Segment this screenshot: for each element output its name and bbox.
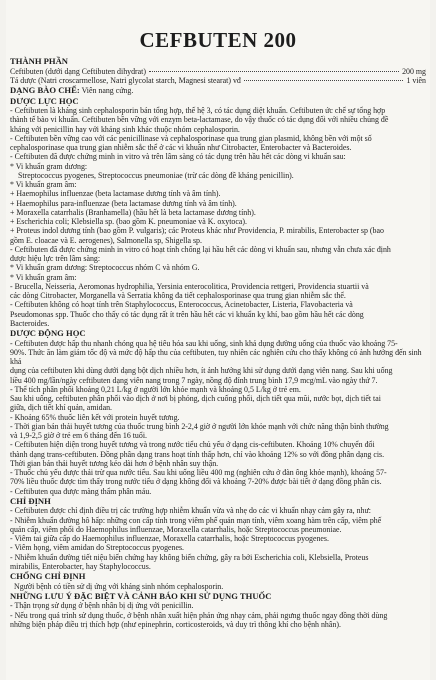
text-line: - Nếu trong quá trình sử dụng thuốc, ở bệnh nhân xuất hiện phản ứng nhạy cảm, phải ngưng thuốc ngay đồng thời dùng [10, 610, 388, 620]
text-line: - Viêm họng, viêm amidan do Streptococcus pyogenes. [10, 543, 185, 553]
text-line: Streptococcus pyogenes, Streptococcus pneumoniae (trừ các dòng đề kháng penicillin). [18, 170, 294, 180]
ingredient-amount: 200 mg [402, 66, 426, 76]
text-line: - Ceftibuten là kháng sinh cephalosporin bán tổng hợp, thế hệ 3, có tác dụng diệt khuẩn. Ceftibuten ức chế sự tổng hợp [10, 106, 386, 115]
text-line: - Brucella, Neisseria, Aeromonas hydrophilia, Yersinia enterocolitica, Providencia rettgeri, Providencia stuartii và [10, 281, 369, 291]
text-line: - Ceftibuten đã được chứng minh in vitro và trên lâm sàng có tác dụng trên hầu hết các dòng vi khuẩn sau: [10, 152, 346, 162]
heading-duoc-luc-hoc: DƯỢC LỰC HỌC [10, 95, 79, 106]
heading-chi-dinh: CHỈ ĐỊNH [10, 495, 51, 506]
text-line: + Haemophilus influenzae (beta lactamase dương tính và âm tính). [10, 189, 221, 199]
duoc-luc-hoc-body [10, 106, 426, 328]
text-line: kháng với penicillin hay với kháng sinh khác thuộc nhóm cephalosporin. [10, 124, 240, 134]
text-line: cephalosporinase qua trung gian nhiễm sắc thể ở các vi khuẩn như Citrobacter, Enterobacter và Bacteroides. [10, 143, 352, 152]
text-line: - Khoảng 65% thuốc liên kết với protein huyết tương. [10, 412, 180, 422]
text-line: giữa, dịch tiết khí quản, amidan. [10, 403, 113, 413]
heading-thanh-phan: THÀNH PHẦN [10, 56, 69, 66]
text-line: + Proteus indol dương tính (bao gồm P. vulgaris); các Proteus khác như Providencia, P. mirabilis, Enterobacter sp (bao [10, 226, 384, 236]
text-line: dụng của ceftibuten khi dùng dưới dạng bột dịch nhiều hơn, ít ảnh hưởng khi sử dụng dưới dạng viên nang. Sau khi uống [10, 366, 393, 376]
text-line: và 1,9-2,5 giờ ở trẻ em 6 tháng đến 16 tuổi. [10, 431, 147, 440]
text-line: - Ceftibuten đã được chứng minh in vitro có hoạt tính chống lại hầu hết các dòng vi khuẩn sau, nhưng vẫn chưa xác định [10, 244, 391, 254]
chi-dinh-body [10, 506, 426, 571]
text-line: * Vi khuẩn gram âm: [10, 180, 77, 189]
text-line: Thời gian bán thải huyết tương kéo dài hơn ở bệnh nhân suy thận. [10, 458, 219, 468]
text-line: được hiệu lực trên lâm sàng: [10, 254, 101, 263]
text-line: + Haemophilus para-influenzae (beta lactamase dương tính và âm tính). [10, 198, 237, 208]
section-thanh-phan [10, 56, 426, 85]
text-line: * Vi khuẩn gram âm: [10, 272, 77, 282]
text-line: Bacteroides. [10, 318, 50, 328]
text-line: Sau khi uống, ceftibuten phân phối vào dịch ở nơi bị phỏng, dịch cuống phổi, dịch tiết qua mũi, nước bọt, dịch tiết tai [10, 394, 381, 403]
text-line: - Thể tích phân phối khoảng 0,21 L/kg ở người lớn khỏe mạnh và khoảng 0,5 L/kg ở trẻ em. [10, 384, 301, 394]
text-line: - Thuốc chủ yếu được thải trừ qua nước tiểu. Sau khi uống liều 400 mg (nghiên cứu ở đàn ông khỏe mạnh), khoảng 57- [10, 468, 387, 477]
text-line: liều 400 mg/lần/ngày ceftibuten dạng viên nang trong 7 ngày, nồng độ đỉnh trung bình 17,9 mcg/mL vào ngày thứ 7. [10, 375, 378, 385]
dotted-leader [149, 71, 399, 72]
text-line: mirabilis, Enterobacter, hay Staphylococcus. [10, 561, 151, 571]
section-chi-dinh [10, 496, 426, 571]
chong-chi-dinh-text: Người bệnh có tiền sử dị ứng với kháng sinh nhóm cephalosporin. [14, 581, 224, 591]
text-line: - Ceftibuten bền vững cao với các penicillinase và cephalosporinase qua trung gian plasmid, không bền với một số [10, 133, 372, 143]
text-line: 90%. Thức ăn làm giảm tốc độ và mức độ hấp thu của ceftibuten, tuy nhiên các nghiên cứu cho thấy không có ảnh hưởng đến sinh khả [10, 347, 422, 366]
text-line: - Nhiễm khuẩn đường tiết niệu biến chứng hay không biến chứng, gây ra bởi Escherichia coli, Klebsiella, Proteus [10, 552, 369, 562]
document-body [10, 56, 426, 629]
heading-dang-bao-che: DẠNG BÀO CHẾ: [10, 85, 80, 95]
text-line: - Ceftibuten không có hoạt tính trên Staphylococcus, Enterococcus, Acinetobacter, Listeria, Flavobacteria và [10, 300, 353, 310]
heading-luu-y: NHỮNG LƯU Ý ĐẶC BIỆT VÀ CẢNH BÁO KHI SỬ DỤNG THUỐC [10, 590, 272, 601]
text-line: + Escherichia coli; Klebsiella sp. (bao gồm K. pneumoniae và K. oxytoca). [10, 217, 247, 226]
text-line: - Ceftibuten qua được màng thẩm phân máu. [10, 486, 152, 496]
text-line: - Nhiễm khuẩn đường hô hấp: những con cấp tính trong viêm phế quản mạn tính, viêm xoang hàm trên cấp, viêm phế [10, 515, 382, 525]
section-duoc-dong-hoc [10, 328, 426, 496]
text-line: * Vi khuẩn gram dương: [10, 161, 88, 171]
luu-y-body [10, 601, 426, 629]
section-duoc-luc-hoc [10, 96, 426, 329]
heading-duoc-dong-hoc: DƯỢC ĐỘNG HỌC [10, 328, 86, 338]
text-line: gồm E. cloacae và E. aerogenes), Salmonella sp, Shigella sp. [10, 235, 202, 245]
text-line: * Vi khuẩn gram dương: Streptococcus nhóm C và nhóm G. [10, 263, 200, 273]
document-page [6, 0, 430, 680]
ingredient-row [10, 67, 426, 76]
text-line: Pseudomonas spp. Thuốc cho thấy có tác dụng rất ít trên hầu hết các vi khuẩn kỵ khí, bao gồm hầu hết các dòng [10, 309, 364, 319]
text-line: - Thời gian bán thải huyết tương của thuốc trung bình 2-2,4 giờ ở người lớn khỏe mạnh với chức năng thận bình thường [10, 421, 389, 431]
document-title: CEFBUTEN 200 [139, 28, 297, 52]
ingredient-name: Tá dược (Natri croscarmellose, Natri glycolat starch, Magnesi stearat) vđ [10, 75, 241, 85]
dang-bao-che-text: Viên nang cứng. [81, 86, 134, 95]
text-line: thành dạng trans-ceftibuten. Đồng phân dạng trans hoạt tính thấp hơn, chỉ vào khoảng 12% so với đồng phân dạng cis. [10, 449, 385, 459]
section-chong-chi-dinh [10, 571, 426, 591]
text-line: thành tế bào vi khuẩn. Ceftibuten bền vững với enzym beta-lactamase, do vậy thuốc có tác dụng đối với nhiều chủng đề [10, 115, 389, 125]
text-line: + Moraxella catarrhalis (Branhamella) (hầu hết là beta lactamase dương tính). [10, 207, 256, 217]
section-luu-y [10, 591, 426, 629]
duoc-dong-hoc-body [10, 339, 426, 496]
section-dang-bao-che [10, 85, 426, 96]
ingredient-row [10, 76, 426, 85]
dotted-leader [244, 80, 404, 81]
text-line: những biện pháp điều trị thích hợp (như epinephrin, corticosteroids, và duy trì thông khí cho bệnh nhân). [10, 619, 341, 629]
heading-chong-chi-dinh: CHỐNG CHỈ ĐỊNH [10, 571, 86, 581]
text-line: - Ceftibuten được chỉ định điều trị các trường hợp nhiễm khuẩn vừa và nhẹ do các vi khuẩn nhạy cảm gây ra, như: [10, 506, 371, 516]
text-line: các dòng Citrobacter, Morganella và Serratia không đa tiết cephalosporinase qua trung gian nhiễm sắc thể. [10, 291, 346, 300]
text-line: - Ceftibuten được hấp thu nhanh chóng qua hệ tiêu hóa sau khi uống, sinh khả dụng đường uống của thuốc vào khoảng 75- [10, 338, 398, 348]
ingredient-amount: 1 viên [406, 75, 426, 85]
text-line: - Viêm tai giữa cấp do Haemophilus influenzae, Moraxella catarrhalis, hoặc Streptococcus pyogenes. [10, 534, 329, 543]
text-line: - Ceftibuten hiện diện trong huyết tương và trong nước tiểu chủ yếu ở dạng cis-ceftibuten. Khoảng 10% chuyển đổi [10, 440, 375, 450]
text-line: 70% liều thuốc được tìm thấy trong nước tiểu ở dạng không đổi và khoảng 7-20% được bài tiết ở dạng đồng phân cis. [10, 477, 382, 487]
ingredient-name: Ceftibuten (dưới dạng Ceftibuten dihydrat) [10, 66, 146, 76]
text-line: - Thận trọng sử dụng ở bệnh nhân bị dị ứng với penicillin. [10, 601, 194, 611]
text-line: quản cấp, viêm phổi do Haemophilus influenzae, Moraxella catarrhalis, hoặc Streptococcus pneumoniae. [10, 524, 342, 534]
